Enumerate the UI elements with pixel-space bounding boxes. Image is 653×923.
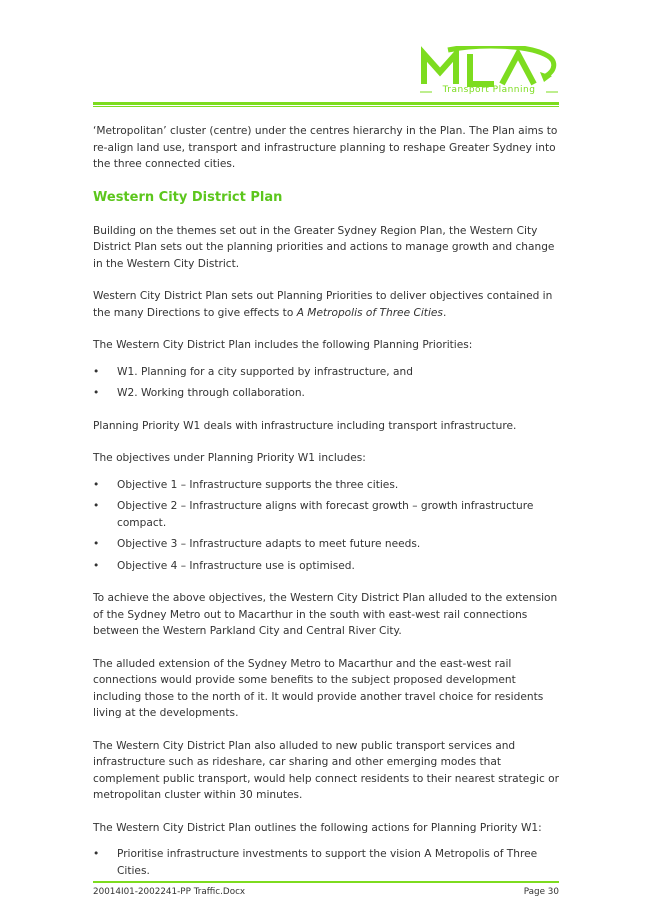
document-reference: 20014I01-2002241-PP Traffic.Docx bbox=[93, 887, 246, 897]
list-item bbox=[93, 477, 561, 494]
list-item bbox=[93, 364, 561, 381]
paragraph-5: The objectives under Planning Priority W1 includes: bbox=[93, 452, 366, 464]
list-item-text: Prioritise infrastructure investments to support the vision A Metropolis of Three Cities. bbox=[117, 848, 538, 877]
priorities-list bbox=[93, 364, 561, 402]
list-item-text: Objective 1 – Infrastructure supports the three cities. bbox=[117, 478, 399, 491]
bullet: • bbox=[93, 365, 100, 378]
bullet: • bbox=[93, 538, 100, 550]
paragraph-2-text: Western City District Plan sets out Planning Priorities to deliver objectives contained in the many Directions to give effects to bbox=[93, 290, 553, 319]
intro-paragraph: ‘Metropolitan’ cluster (centre) under the centres hierarchy in the Plan. The Plan aims to re-align land use, transport and infrastructure planning to reshape Greater Sydney into the three connected cities. bbox=[93, 125, 558, 170]
header-rule bbox=[93, 102, 559, 105]
bullet: • bbox=[93, 387, 100, 399]
list-item-text: Objective 4 – Infrastructure use is optimised. bbox=[117, 559, 355, 572]
page-number: Page 30 bbox=[523, 887, 559, 897]
paragraph-2-italic: A Metropolis of Three Cities bbox=[296, 306, 443, 319]
logo-tagline: Transport Planning bbox=[442, 85, 536, 95]
paragraph-8: The Western City District Plan also alluded to new public transport services and infrastructure such as rideshare, car sharing and other emerging modes that complement public transport, would help connect residents to their nearest strategic or metropolitan cluster within 30 minutes. bbox=[93, 739, 560, 801]
paragraph-1: Building on the themes set out in the Greater Sydney Region Plan, the Western City District Plan sets out the planning priorities and actions to manage growth and change in the Western City District. bbox=[93, 224, 555, 270]
bullet: • bbox=[93, 500, 100, 512]
list-item-text: W1. Planning for a city supported by infrastructure, and bbox=[117, 365, 413, 378]
bullet: • bbox=[93, 848, 100, 860]
bullet: • bbox=[93, 559, 100, 572]
document-body bbox=[93, 123, 561, 895]
paragraph-7: The alluded extension of the Sydney Metro to Macarthur and the east-west rail connections would provide some benefits to the subject proposed development including those to the north of it. It would provide another travel choice for residents living at the developments. bbox=[93, 657, 544, 719]
list-item-text: W2. Working through collaboration. bbox=[117, 387, 305, 399]
paragraph-6: To achieve the above objectives, the Western City District Plan alluded to the extension of the Sydney Metro out to Macarthur in the south with east-west rail connections between the Western Parkland City and Central River City. bbox=[93, 592, 558, 637]
footer-rule bbox=[93, 881, 559, 883]
list-item bbox=[93, 385, 561, 402]
list-item bbox=[93, 846, 561, 879]
header-rule-thin bbox=[93, 106, 559, 107]
list-item bbox=[93, 558, 561, 575]
list-item bbox=[93, 536, 561, 553]
paragraph-4: Planning Priority W1 deals with infrastructure including transport infrastructure. bbox=[93, 419, 517, 432]
paragraph-2 bbox=[93, 288, 561, 321]
bullet: • bbox=[93, 478, 100, 491]
paragraph-3: The Western City District Plan includes the following Planning Priorities: bbox=[93, 339, 473, 351]
list-item-text: Objective 2 – Infrastructure aligns with forecast growth – growth infrastructure compact. bbox=[117, 500, 534, 529]
list-item bbox=[93, 498, 561, 531]
objectives-list bbox=[93, 477, 561, 575]
actions-list bbox=[93, 846, 561, 879]
paragraph-2-end: . bbox=[442, 306, 447, 319]
section-heading: Western City District Plan bbox=[93, 189, 283, 205]
list-item-text: Objective 3 – Infrastructure adapts to meet future needs. bbox=[117, 538, 421, 550]
paragraph-9: The Western City District Plan outlines the following actions for Planning Priority W1: bbox=[93, 821, 542, 834]
